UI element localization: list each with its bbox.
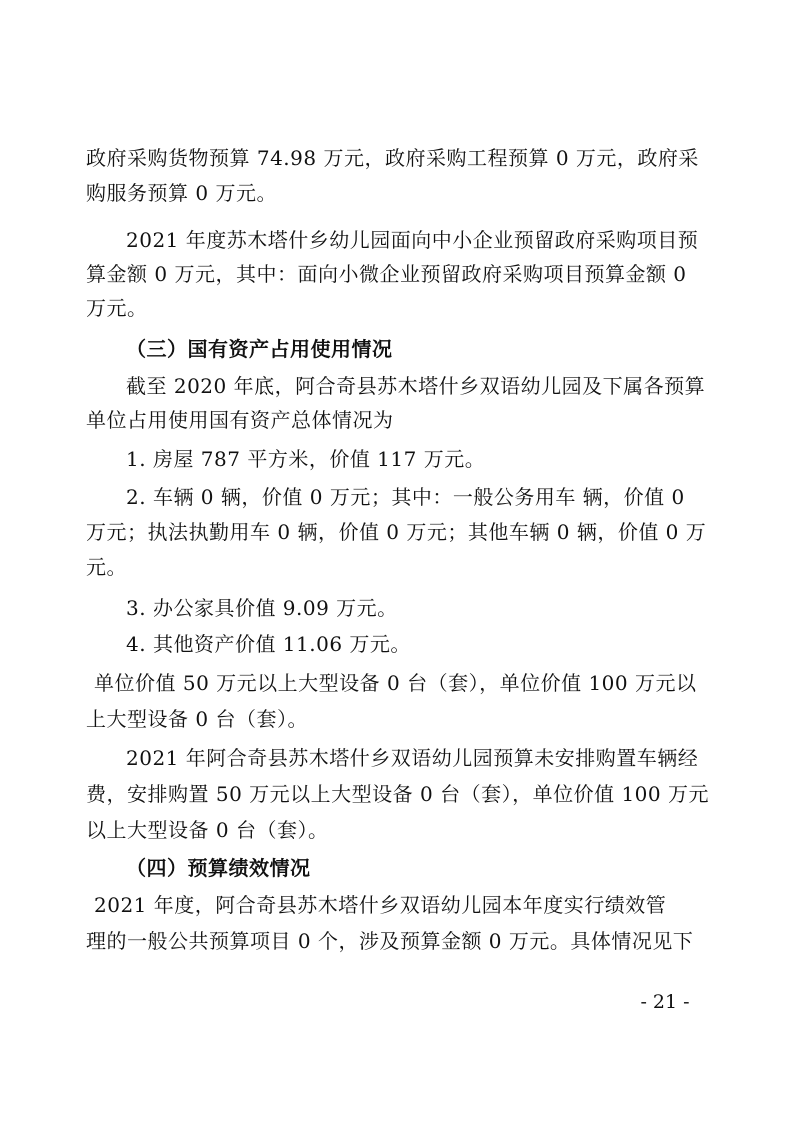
paragraph-line: 购服务预算 0 万元。: [86, 181, 277, 205]
paragraph-line: 单位占用使用国有资产总体情况为: [86, 408, 394, 432]
paragraph-line: 万元。: [86, 296, 148, 320]
section-heading: （三）国有资产占用使用情况: [126, 337, 393, 361]
page-number: - 21 -: [640, 991, 690, 1013]
section-heading: （四）预算绩效情况: [126, 856, 311, 880]
paragraph-line: 1. 房屋 787 平方米，价值 117 万元。: [126, 447, 486, 471]
paragraph-line: 政府采购货物预算 74.98 万元，政府采购工程预算 0 万元，政府采: [86, 146, 699, 170]
paragraph-line: 3. 办公家具价值 9.09 万元。: [126, 596, 398, 620]
paragraph-line: 理的一般公共预算项目 0 个，涉及预算金额 0 万元。具体情况见下: [86, 929, 694, 953]
paragraph-line: 以上大型设备 0 台（套）。: [86, 818, 329, 842]
paragraph-line: 单位价值 50 万元以上大型设备 0 台（套），单位价值 100 万元以: [94, 671, 697, 695]
paragraph-line: 4. 其他资产价值 11.06 万元。: [126, 632, 411, 656]
paragraph-line: 2021 年度，阿合奇县苏木塔什乡双语幼儿园本年度实行绩效管: [94, 893, 667, 917]
paragraph-line: 2. 车辆 0 辆，价值 0 万元；其中：一般公务用车 辆，价值 0: [126, 485, 685, 509]
paragraph-line: 元。: [86, 555, 127, 579]
paragraph-line: 上大型设备 0 台（套）。: [86, 707, 308, 731]
paragraph-line: 费，安排购置 50 万元以上大型设备 0 台（套），单位价值 100 万元: [86, 782, 709, 806]
paragraph-line: 万元；执法执勤用车 0 辆，价值 0 万元；其他车辆 0 辆，价值 0 万: [86, 520, 707, 544]
paragraph-line: 2021 年阿合奇县苏木塔什乡双语幼儿园预算未安排购置车辆经: [126, 746, 699, 770]
paragraph-line: 算金额 0 万元，其中：面向小微企业预留政府采购项目预算金额 0: [86, 262, 687, 286]
paragraph-line: 2021 年度苏木塔什乡幼儿园面向中小企业预留政府采购项目预: [126, 228, 699, 252]
paragraph-line: 截至 2020 年底，阿合奇县苏木塔什乡双语幼儿园及下属各预算: [126, 374, 706, 398]
